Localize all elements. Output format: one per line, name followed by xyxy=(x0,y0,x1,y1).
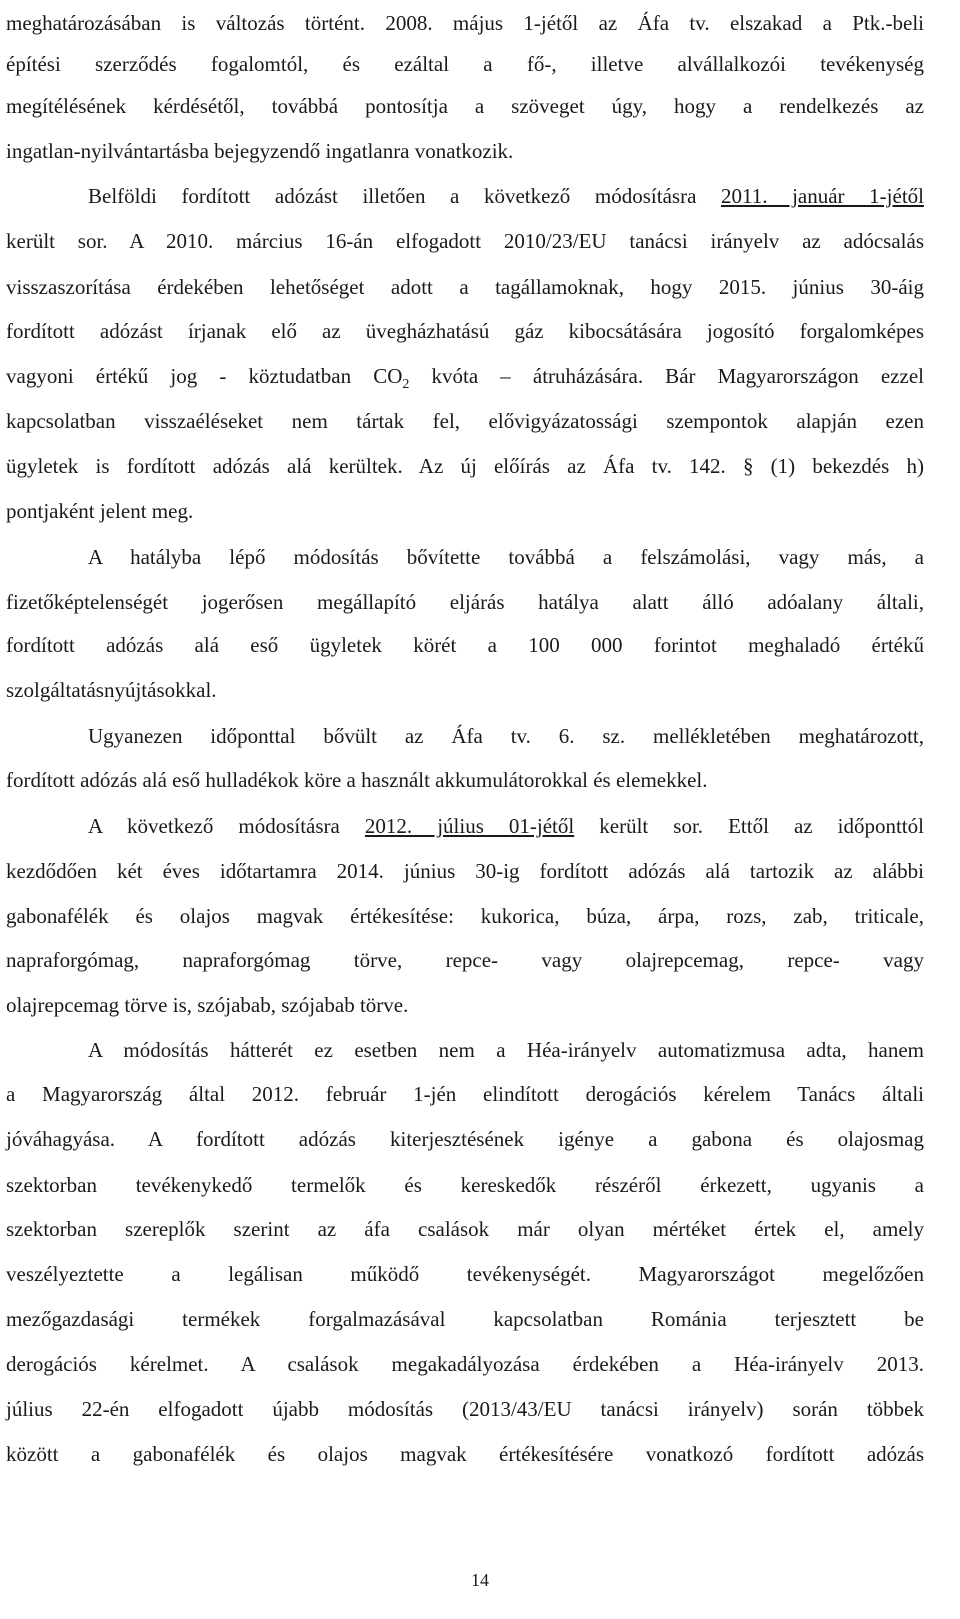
text-line: meghatározásában is változás történt. 2008. május 1-jétől az Áfa tv. elszakad a Ptk.-beli xyxy=(6,11,924,35)
text-line: építési szerződés fogalomtól, és ezáltal a fő-, illetve alvállalkozói tevékenység xyxy=(6,52,924,76)
text-line: július 22-én elfogadott újabb módosítás (2013/43/EU tanácsi irányelv) során többek xyxy=(6,1397,924,1421)
text-line: pontjaként jelent meg. xyxy=(6,499,194,523)
underlined-date: 2011. január 1-jétől xyxy=(721,184,924,208)
text-line xyxy=(6,353,924,399)
text-run: került sor. Ettől az időponttól xyxy=(574,814,924,838)
text-line: megítélésének kérdésétől, továbbá pontosítja a szöveget úgy, hogy a rendelkezés az xyxy=(6,94,924,118)
text-line: napraforgómag, napraforgómag törve, repce- vagy olajrepcemag, repce- vagy xyxy=(6,948,924,972)
text-line: veszélyeztette a legálisan működő tevékenységét. Magyarországot megelőzően xyxy=(6,1262,924,1286)
text-line: jóváhagyása. A fordított adózás kiterjesztésének igénye a gabona és olajosmag xyxy=(6,1127,924,1151)
page-number: 14 xyxy=(471,1570,489,1590)
text-line: fordított adózás alá eső ügyletek körét a 100 000 forintot meghaladó értékű xyxy=(6,633,924,657)
text-line: került sor. A 2010. március 16-án elfogadott 2010/23/EU tanácsi irányelv az adócsalás xyxy=(6,229,924,253)
text-line: mezőgazdasági termékek forgalmazásával kapcsolatban Románia terjesztett be xyxy=(6,1307,924,1331)
text-run: vagyoni értékű jog - köztudatban CO xyxy=(6,364,403,388)
text-line: szolgáltatásnyújtásokkal. xyxy=(6,678,217,702)
text-line: olajrepcemag törve is, szójabab, szójabab törve. xyxy=(6,993,409,1017)
text-line: szektorban tevékenykedő termelők és kereskedők részéről érkezett, ugyanis a xyxy=(6,1173,924,1197)
text-line: fordított adózást írjanak elő az üvegházhatású gáz kibocsátására jogosító forgalomképes xyxy=(6,319,924,343)
text-line: fordított adózás alá eső hulladékok köre a használt akkumulátorokkal és elemekkel. xyxy=(6,768,708,792)
text-line: között a gabonafélék és olajos magvak értékesítésére vonatkozó fordított adózás xyxy=(6,1442,924,1466)
text-line: A módosítás hátterét ez esetben nem a Héa-irányelv automatizmusa adta, hanem xyxy=(88,1038,924,1062)
text-line: fizetőképtelenségét jogerősen megállapító eljárás hatálya alatt álló adóalany általi, xyxy=(6,590,924,614)
text-line: a Magyarország által 2012. február 1-jén elindított derogációs kérelem Tanács általi xyxy=(6,1082,924,1106)
text-line: Ugyanezen időponttal bővült az Áfa tv. 6. sz. mellékletében meghatározott, xyxy=(88,724,924,748)
text-line: visszaszorítása érdekében lehetőséget adott a tagállamoknak, hogy 2015. június 30-áig xyxy=(6,275,924,299)
text-line xyxy=(88,803,924,849)
text-run: kvóta – átruházására. Bár Magyarországon ezzel xyxy=(409,364,924,388)
text-line: ingatlan-nyilvántartásba bejegyzendő ingatlanra vonatkozik. xyxy=(6,139,514,163)
underlined-date: 2012. július 01-jétől xyxy=(364,814,575,838)
text-line xyxy=(88,173,924,219)
text-line: ügyletek is fordított adózás alá kerültek. Az új előírás az Áfa tv. 142. § (1) bekezdés h) xyxy=(6,454,924,478)
text-run: A következő módosításra xyxy=(88,814,365,838)
subscript: 2 xyxy=(402,377,410,393)
text-line: derogációs kérelmet. A csalások megakadályozása érdekében a Héa-irányelv 2013. xyxy=(6,1352,924,1376)
text-line: kezdődően két éves időtartamra 2014. június 30-ig fordított adózás alá tartozik az alábbi xyxy=(6,859,924,883)
text-line: gabonafélék és olajos magvak értékesítése: kukorica, búza, árpa, rozs, zab, triticale, xyxy=(6,904,924,928)
text-line: A hatályba lépő módosítás bővítette továbbá a felszámolási, vagy más, a xyxy=(88,545,924,569)
text-line: kapcsolatban visszaéléseket nem tártak fel, elővigyázatossági szempontok alapján ezen xyxy=(6,409,924,433)
text-line: szektorban szereplők szerint az áfa csalások már olyan mértéket értek el, amely xyxy=(6,1217,924,1241)
text-run: Belföldi fordított adózást illetően a következő módosításra xyxy=(88,184,721,208)
